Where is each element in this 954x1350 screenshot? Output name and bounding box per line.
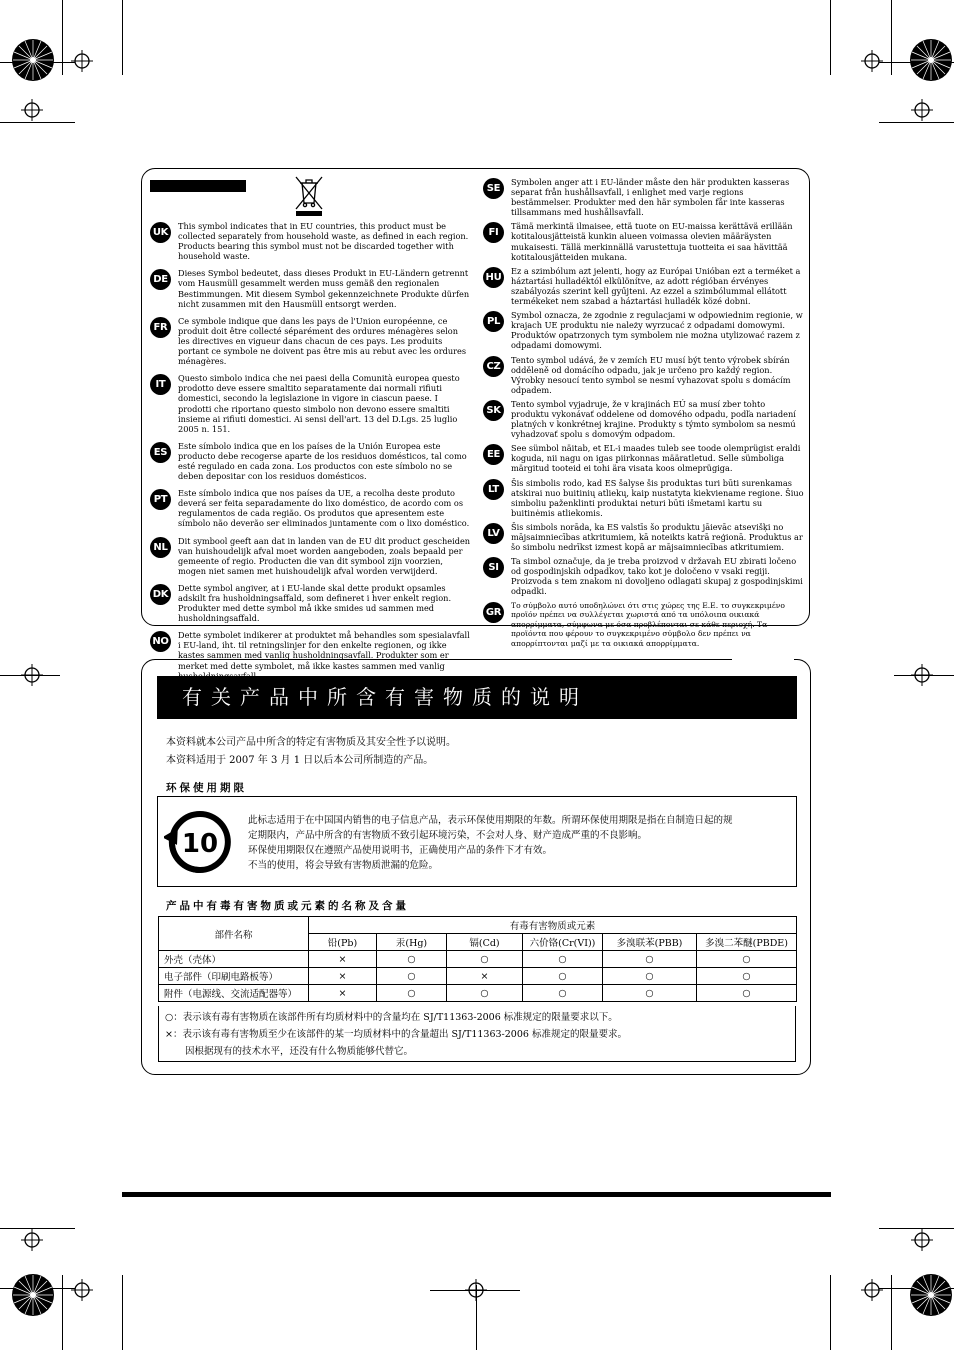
intro-line-2: 本资料适用于 2007 年 3 月 1 日以后本公司所制造的产品。 <box>166 755 434 766</box>
crosshair-icon <box>911 664 933 686</box>
header-bar <box>150 180 246 192</box>
country-badge: FI <box>483 222 504 243</box>
table-cell: ○ <box>603 951 697 968</box>
note-line: ○：表示该有毒有害物质在该部件所有均质材料中的含量均在 SJ/T11363-2006 标准规定的限量要求以下。 <box>165 1012 618 1023</box>
crosshair-icon <box>911 99 933 121</box>
weee-entry-nl <box>150 536 472 576</box>
crosshair-icon <box>21 1229 43 1251</box>
column-header: 铅(Pb) <box>309 934 377 951</box>
country-badge: EE <box>483 444 504 465</box>
table-cell: ○ <box>523 968 603 985</box>
country-badge: CZ <box>483 356 504 377</box>
weee-entry-text: Dette symbol angiver, at i EU-lande skal dette produkt opsamles adskilt fra husholdningsaffald, som defineret i hver enkelt region. Produkter med dette symbol må ikke smides ud sammen med husholdningsaffald. <box>178 582 452 624</box>
country-badge: IT <box>150 374 171 395</box>
weee-entry-es <box>150 441 472 481</box>
epup-line: 定期限内，产品中所含的有害物质不致引起环境污染，不会对人身、财产造成严重的不良影响。 <box>248 830 648 841</box>
table-cell: × <box>309 985 377 1002</box>
weee-entry-hu <box>483 266 805 306</box>
table-cell: ○ <box>447 951 523 968</box>
country-badge: PT <box>150 489 171 510</box>
epup-description <box>248 813 783 873</box>
registration-burst-icon <box>11 38 55 82</box>
part-name-header: 部件名称 <box>159 917 309 951</box>
table-cell: × <box>309 951 377 968</box>
country-badge: SI <box>483 557 504 578</box>
table-cell: ○ <box>697 968 797 985</box>
weee-entry-text: Questo simbolo indica che nei paesi della Comunità europea questo prodotto deve essere smaltito separatamente dai normali rifiuti domestici, secondo la legislazione in vigore in ciascun paese. I prodotti che riportano questo simbolo non devono essere smaltiti insieme ai rifiuti domestici. Ai sensi dell'art. 13 del D.Lgs. 25 luglio 2005 n. 151. <box>178 373 460 434</box>
country-badge: LV <box>483 523 504 544</box>
country-badge: ES <box>150 442 171 463</box>
table-row <box>159 968 797 985</box>
weee-column-right <box>483 177 805 649</box>
country-badge: PL <box>483 311 504 332</box>
weee-entry-text: Symbol oznacza, że zgodnie z regulacjami w odpowiednim regionie, w krajach UE produktu nie należy wyrzucać z odpadami domowymi. Produktów opatrzonych tym symbolem nie można utylizować razem z odpadami domowymi. <box>511 310 803 351</box>
weee-entry-text: Šis simbolis rodo, kad ES šalyse šis produktas turi būti surenkamas atskirai nuo buitinių atliekų, kaip nustatyta kiekviename regione. Šiuo simboliu paženklinti produktai neturi būti išmetami kartu su buitinėmis atliekomis. <box>511 477 804 518</box>
country-badge: LT <box>483 479 504 500</box>
registration-burst-icon <box>909 1273 953 1317</box>
weee-entry-text: Dit symbool geeft aan dat in landen van de EU dit product gescheiden van huishoudelijk afval moet worden aangeboden, zoals bepaald per gemeente of regio. Producten die van dit symbool zijn voorzien, mogen niet samen met huishoudelijk afval worden verwijderd. <box>178 535 471 576</box>
weee-entry-text: Το σύμβολο αυτό υποδηλώνει ότι στις χώρες της Ε.Ε. το συγκεκριμένο προϊόν πρέπει να συλλέγεται χωριστά από τα υπόλοιπα οικιακά απορρίμματα, σύμφωνα με όσα προβλέπονται σε κάθε περιοχή. Τα προϊόντα που φέρουν το συγκεκριμένο σύμβολο δεν πρέπει να απορρίπτονται μαζί με τα οικιακά απορρίμματα. <box>511 600 785 648</box>
crossed-out-wheelie-bin-icon <box>292 173 326 217</box>
hazardous-substances-table <box>158 916 797 1002</box>
column-header: 镉(Cd) <box>447 934 523 951</box>
china-rohs-panel <box>141 659 811 1075</box>
registration-burst-icon <box>11 1273 55 1317</box>
weee-column-left <box>150 221 472 681</box>
epup-line: 不当的使用，将会导致有害物质泄漏的危险。 <box>248 860 439 871</box>
country-badge: NO <box>150 631 171 652</box>
weee-entry-text: See sümbol näitab, et EL-i maades tuleb see toode olemprügist eraldi koguda, nii nagu on igas piirkonnas määratletud. Selle sümboliga märgitud tooteid ei tohi ära visata koos olmeprügiga. <box>511 443 801 474</box>
crosshair-icon <box>861 50 883 72</box>
weee-entry-text: Ez a szimbólum azt jelenti, hogy az Európai Unióban ezt a terméket a háztartási hulladéktól elkülönítve, az adott régióban érvényes szabályozás szerint kell gyűjteni. Az ezzel a szimbólummal ellátott termékeket nem szabad a háztartási hulladék közé dobni. <box>511 265 801 307</box>
table-cell: ○ <box>523 951 603 968</box>
country-badge: UK <box>150 222 171 243</box>
weee-entry-text: Este símbolo indica que en los países de la Unión Europea este producto debe recogerse aparte de los residuos domésticos, tal como esté regulado en cada zona. Los productos con este símbolo no se deben depositar con los residuos domésticos. <box>178 440 467 482</box>
country-badge: GR <box>483 602 504 623</box>
country-badge: HU <box>483 267 504 288</box>
epup-number: 10 <box>181 829 219 859</box>
weee-entry-fi <box>483 221 805 261</box>
weee-entry-fr <box>150 316 472 366</box>
crosshair-icon <box>911 1229 933 1251</box>
epup-line: 环保使用期限仅在遵照产品使用说明书，正确使用产品的条件下才有效。 <box>248 845 553 856</box>
weee-entry-dk <box>150 583 472 623</box>
weee-entry-text: Tento symbol udává, že v zemích EU musí být tento výrobek sbírán odděleně od domácího odpadu, jak je určeno pro každý region. Výrobky nesoucí tento symbol se nesmí vyhazovat spolu s domácím odpadem. <box>511 354 791 395</box>
table-cell: × <box>447 968 523 985</box>
column-header: 汞(Hg) <box>377 934 447 951</box>
column-header: 六价铬(Cr(VI)) <box>523 934 603 951</box>
weee-entry-lt <box>483 478 805 518</box>
note-line: 因根据现有的技术水平，还没有什么物质能够代替它。 <box>185 1046 414 1057</box>
weee-entry-cz <box>483 355 805 395</box>
country-badge: NL <box>150 537 171 558</box>
crosshair-icon <box>861 1279 883 1301</box>
weee-entry-text: Este símbolo indica que nos países da UE, a recolha deste produto deverá ser feita separadamente do lixo doméstico, de acordo com os regulamentos de cada região. Os produtos que apresentem este símbolo não deverão ser eliminados juntamente com o lixo doméstico. <box>178 488 470 529</box>
section-heading-substances: 产品中有毒有害物质或元素的名称及含量 <box>166 900 409 912</box>
table-cell: × <box>309 968 377 985</box>
environmental-protection-use-period-icon <box>164 810 236 874</box>
table-cell: ○ <box>603 968 697 985</box>
part-name: 外壳（壳体） <box>159 951 309 968</box>
registration-burst-icon <box>909 38 953 82</box>
table-cell: ○ <box>523 985 603 1002</box>
table-cell: ○ <box>377 985 447 1002</box>
column-header: 多溴联苯(PBB) <box>603 934 697 951</box>
weee-entry-de <box>150 268 472 308</box>
country-badge: SK <box>483 400 504 421</box>
weee-entry-text: Ta simbol označuje, da je treba proizvod v državah EU zbirati ločeno od gospodinjskih odpadkov, tako kot je določeno v vsaki regiji. Proizvoda s tem znakom ni dovoljeno odlagati skupaj z gospodinjskimi odpadki. <box>511 556 803 597</box>
crosshair-icon <box>21 99 43 121</box>
country-badge: DE <box>150 269 171 290</box>
part-name: 电子部件（印刷电路板等） <box>159 968 309 985</box>
table-row <box>159 951 797 968</box>
table-cell: ○ <box>377 951 447 968</box>
weee-entry-text: Tämä merkintä ilmaisee, että tuote on EU-maissa kerättävä erillään kotitalousjätteistä kunkin alueen voimassa olevien määräysten mukaisesti. Tällä merkinnällä varustettuja tuotteita ei saa hävittää kotitalousjätteiden mukana. <box>511 221 793 262</box>
crosshair-icon <box>71 50 93 72</box>
country-badge: FR <box>150 317 171 338</box>
intro-line-1: 本资料就本公司产品中所含的特定有害物质及其安全性予以说明。 <box>166 737 456 748</box>
weee-entry-se <box>483 177 805 217</box>
note-line: ×：表示该有毒有害物质至少在该部件的某一均质材料中的含量超出 SJ/T11363-2006 标准规定的限量要求。 <box>165 1029 627 1040</box>
weee-entry-it <box>150 373 472 434</box>
weee-entry-ee <box>483 443 805 473</box>
weee-entry-gr <box>483 601 805 649</box>
weee-entry-text: Symbolen anger att i EU-länder måste den här produkten kasseras separat från hushållsavfall, i enlighet med varje regions bestämmelser. Produkter med den här symbolen får inte kasseras tillsammans med hushållsavfall. <box>511 177 790 218</box>
weee-entry-text: Tento symbol vyjadruje, že v krajinách EÚ sa musí zber tohto produktu vykonávať oddelene od domového odpadu, podľa nariadení platných v konkrétnej krajine. Produkty s týmto symbolom sa nesmú vyhadzovať spolu s domovým odpadom. <box>511 398 796 440</box>
page-title: 有关产品中所含有害物质的说明 <box>157 676 797 719</box>
table-cell: ○ <box>697 985 797 1002</box>
crosshair-icon <box>71 1279 93 1301</box>
country-badge: SE <box>483 178 504 199</box>
weee-entry-uk <box>150 221 472 261</box>
table-cell: ○ <box>697 951 797 968</box>
epup-line: 此标志适用于在中国国内销售的电子信息产品，表示环保使用期限的年数。所谓环保使用期限是指在自制造日起的规 <box>248 815 733 826</box>
table-cell: ○ <box>447 985 523 1002</box>
weee-entry-text: Ce symbole indique que dans les pays de l'Union européenne, ce produit doit être collecté séparément des ordures ménagères selon les directives en vigueur dans chacun de ces pays. Les produits portant ce symbole ne doivent pas être mis au rebut avec les ordures ménagères. <box>178 315 467 367</box>
country-badge: DK <box>150 584 171 605</box>
table-row <box>159 985 797 1002</box>
weee-entry-sk <box>483 399 805 439</box>
part-name: 附件（电源线、交流适配器等） <box>159 985 309 1002</box>
weee-entry-pl <box>483 310 805 350</box>
crosshair-icon <box>465 1279 487 1301</box>
weee-entry-pt <box>150 488 472 528</box>
footer-rule <box>122 1192 831 1197</box>
weee-disposal-panel <box>141 168 810 671</box>
table-notes <box>158 1006 796 1062</box>
weee-entry-lv <box>483 522 805 552</box>
weee-entry-text: This symbol indicates that in EU countries, this product must be collected separately from household waste, as defined in each region. Products bearing this symbol must not be discarded together with household waste. <box>178 221 469 262</box>
weee-entry-text: Šis simbols norāda, ka ES valstīs šo produktu jāievāc atsevišķi no mājsaimniecības atkritumiem, kā noteikts katrā reģionā. Produktus ar šo simbolu nedrīkst izmest kopā ar mājsaimniecības atkritumiem. <box>511 521 803 553</box>
table-cell: ○ <box>603 985 697 1002</box>
section-heading-epup: 环保使用期限 <box>166 782 247 794</box>
table-cell: ○ <box>377 968 447 985</box>
epup-info-box <box>157 796 797 887</box>
substances-group-header: 有毒有害物质或元素 <box>309 917 797 934</box>
weee-entry-si <box>483 556 805 596</box>
column-header: 多溴二苯醚(PBDE) <box>697 934 797 951</box>
weee-entry-text: Dette symbolet indikerer at produktet må behandles som spesialavfall i EU-land, iht. til retningslinjer for den enkelte regionen, og ikke kastes sammen med vanlig husholdningsavfall. Produkter som er merket med dette symbolet, må ikke kastes sammen med vanlig <box>178 630 470 671</box>
crosshair-icon <box>21 664 43 686</box>
weee-entry-text: Dieses Symbol bedeutet, dass dieses Produkt in EU-Ländern getrennt vom Hausmüll gesammelt werden muss gemäß den regionalen Bestimmungen. Mit diesem Symbol gekennzeichnete Produkte dürfen nicht zusammen mit den Hausmüll entsorgt werden. <box>178 268 470 309</box>
